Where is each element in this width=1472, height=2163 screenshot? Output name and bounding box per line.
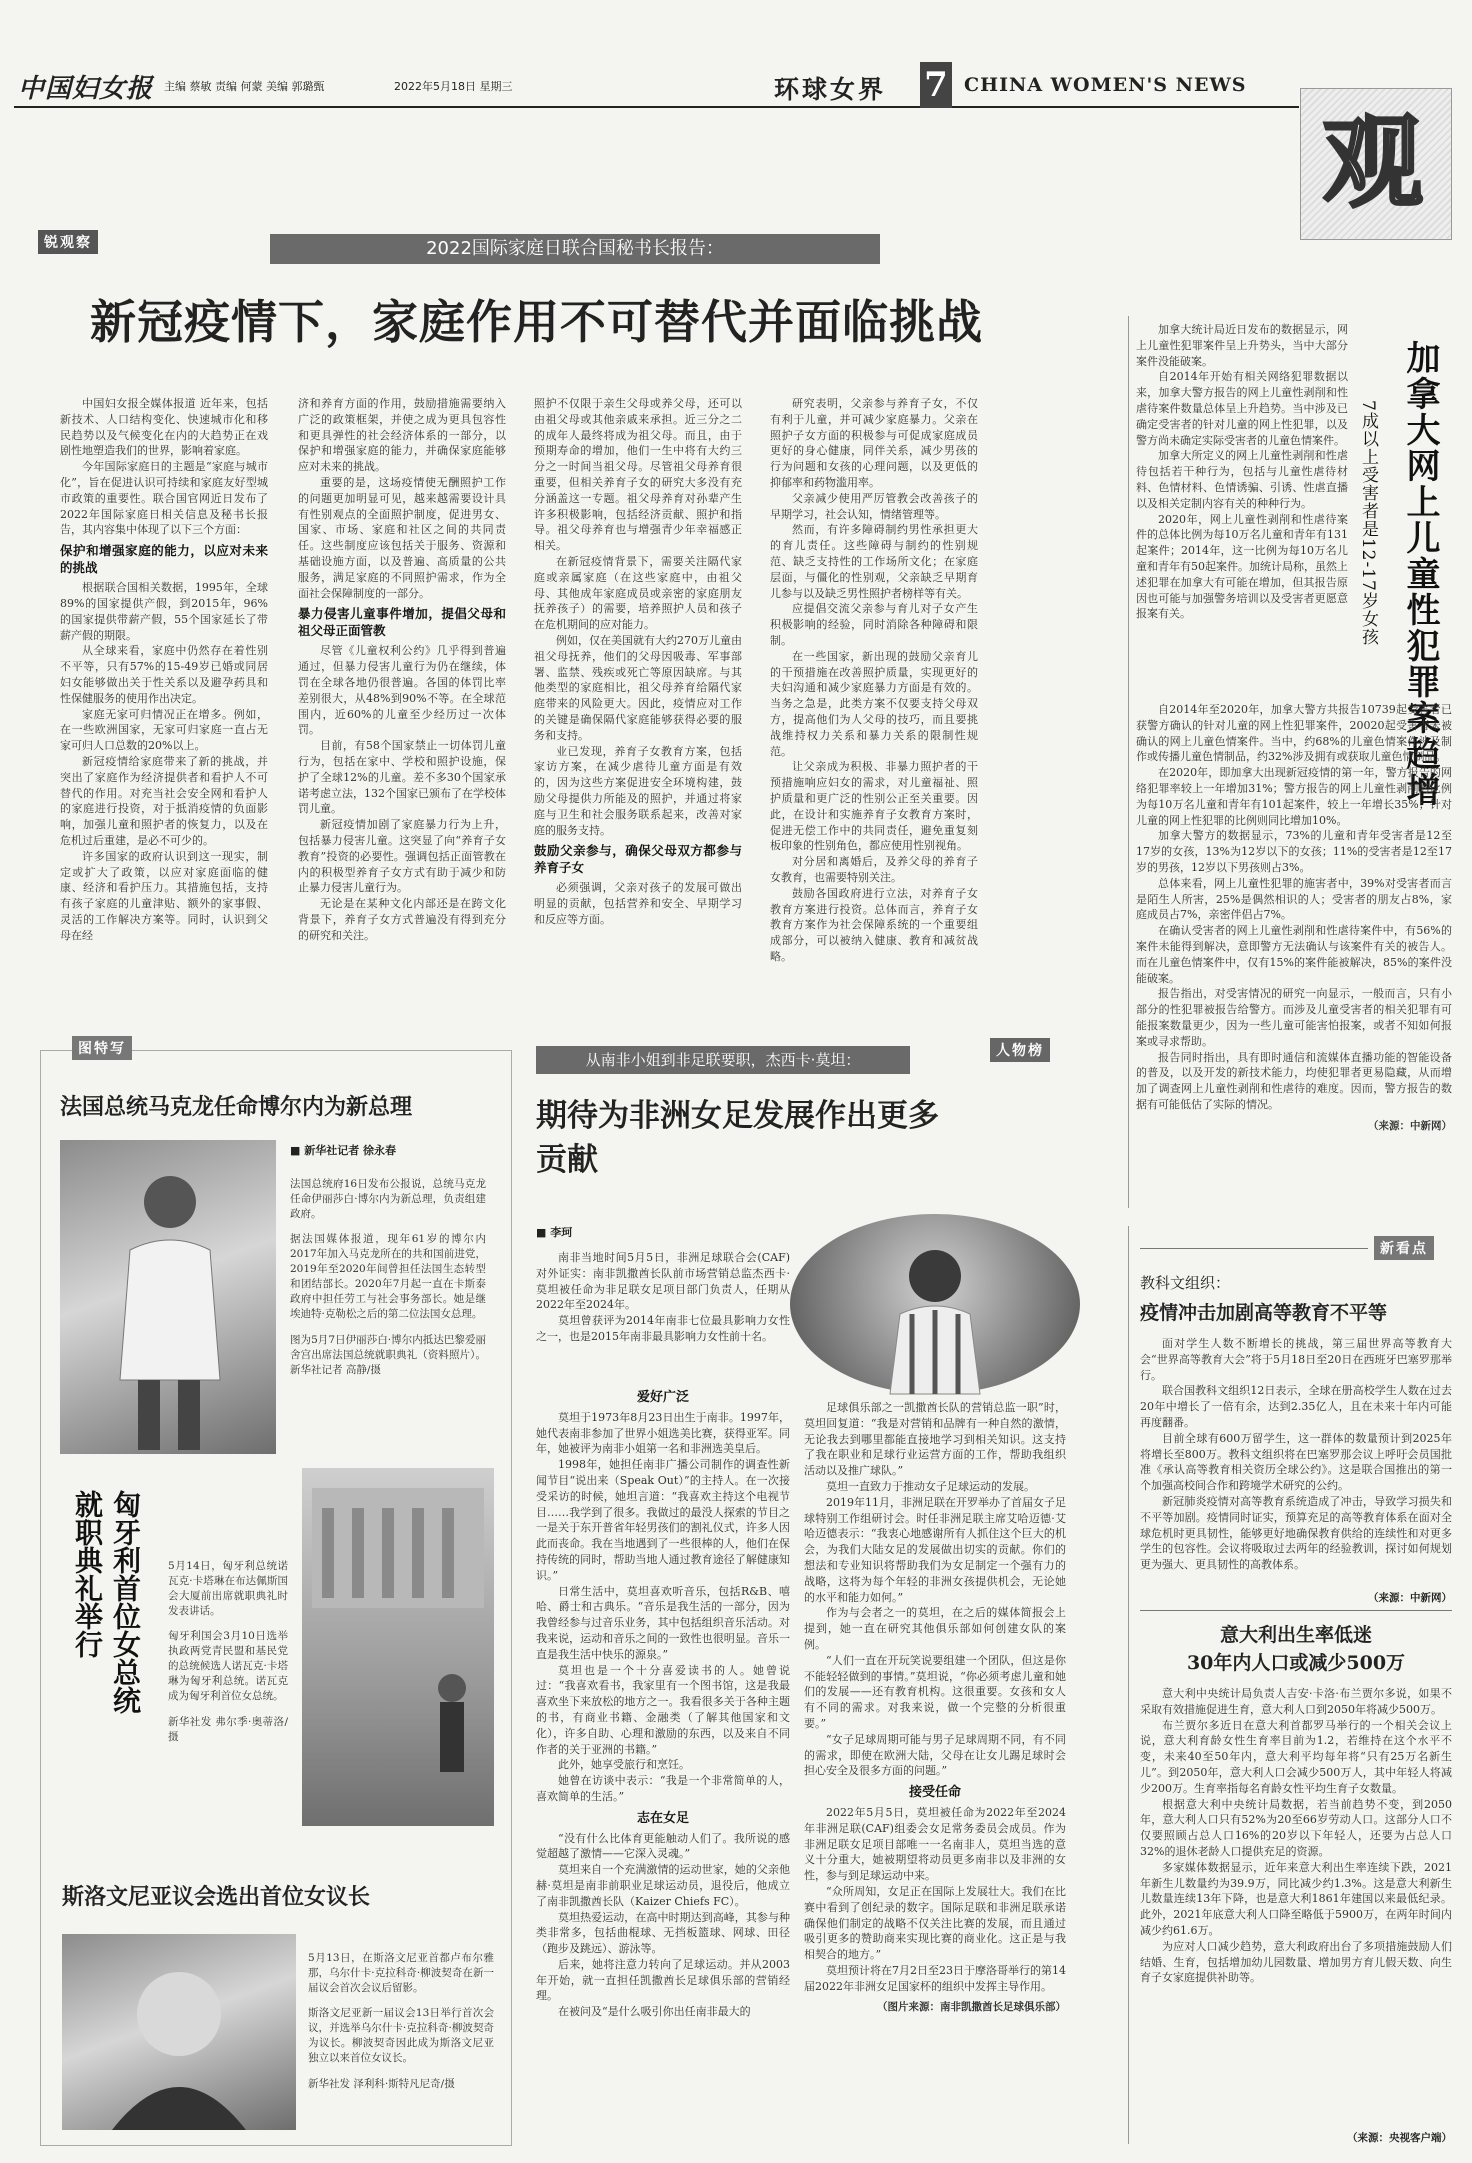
- paragraph: 加拿大统计局近日发布的数据显示，网上儿童性犯罪案件呈上升势头，当中大部分案件没能破案。: [1136, 323, 1348, 368]
- education-source: （来源：中新网）: [1368, 1592, 1452, 1604]
- paragraph: 后来，她将注意力转向了足球运动。并从2003年开始，就一直担任凯撒酋长足球俱乐部的营销经理。: [536, 1957, 790, 2003]
- paragraph: 目前，有58个国家禁止一切体罚儿童行为，包括在家中、学校和照护设施，保护了全球12%的儿童。差不多30个国家承诺考虑立法，132个国家已颁布了在学校体罚儿童。: [298, 739, 506, 816]
- paragraph: 她曾在访谈中表示：“我是一个非常简单的人，喜欢简单的生活。”: [536, 1774, 790, 1803]
- paragraph: 中国妇女报全媒体报道 近年来，包括新技术、人口结构变化、快速城市化和移民趋势以及气候变化在内的大趋势正在戏剧性地塑造我们的世界，影响着家庭。: [60, 397, 268, 458]
- paragraph: 总体来看，网上儿童性犯罪的施害者中，39%对受害者而言是陌生人所害，25%是偶然相识的人；受害者的朋友占8%，家庭成员占7%，亲密伴侣占7%。: [1136, 876, 1452, 922]
- section-subheading: 接受任命: [908, 1785, 961, 1801]
- france-title: 法国总统马克龙任命博尔内为新总理: [60, 1094, 413, 1120]
- section-name: 环球女界: [774, 75, 887, 104]
- person-silhouette-icon: [60, 1140, 276, 1454]
- paragraph: 5月13日，在斯洛文尼亚首都卢布尔雅那，乌尔什卡·克拉科奇·柳波契奇在新一届议会首次会议后留影。: [308, 1951, 494, 1994]
- nigeria-kicker-bar: [536, 1046, 910, 1074]
- italy-title-1: 意大利出生率低迷: [1219, 1624, 1372, 1646]
- paragraph: 必须强调，父亲对孩子的发展可做出明显的贡献，包括营养和安全、早期学习和反应等方面。: [534, 881, 742, 926]
- canada-body-top: [1136, 322, 1348, 702]
- paragraph: 法国总统府16日发布公报说，总统马克龙任命伊丽莎白·博尔内为新总理，负责组建政府。: [290, 1177, 486, 1220]
- hungary-photo: [302, 1468, 494, 1826]
- nigeria-col-b: [804, 1400, 1066, 2144]
- paragraph: “众所周知，女足正在国际上发展壮大。我们在比赛中看到了创纪录的数字。国际足联和非洲足联承诺确保他们制定的战略不仅关注比赛的发展，而且通过吸引更多的赞助商来实现比赛的商业化。这正是与我相契合的地方。”: [804, 1884, 1066, 1962]
- paragraph: 莫坦一直致力于推动女子足球运动的发展。: [826, 1479, 1035, 1493]
- paragraph: 图为5月7日伊丽莎白·博尔内抵达巴黎爱丽舍宫出席法国总统就职典礼（资料照片）。 新华社记者 高静/摄: [290, 1333, 486, 1376]
- right-lower-divider: [1128, 1226, 1129, 2144]
- paragraph: 莫坦也是一个十分喜爱读书的人。她曾说过：“我喜欢看书，我家里有一个图书馆，这是我最喜欢坐下来放松的地方之一。我看很多关于各种主题的书，有商业书籍、金融类（了解其他国家和文化），许多自助、心理和激励的东西，以及来自不同作者的关于亚洲的书籍。”: [536, 1663, 790, 1756]
- paragraph: 加拿大所定义的网上儿童性剥削和性虐待包括若干种行为，包括与儿童性虐待材料、色情材料、色情诱骗、引诱、性虐直播以及相关定制内容有关的种种行为。: [1136, 449, 1348, 510]
- paragraph: 莫坦预计将在7月2日至23日于摩洛哥举行的第14届2022年非洲女足国家杯的组织中发挥主导作用。: [804, 1963, 1066, 1993]
- masthead-underline: [14, 106, 1299, 108]
- paragraph: 日常生活中，莫坦喜欢听音乐，包括R&B、嘻哈、爵士和古典乐。“音乐是我生活的一部分，因为我曾经参与过音乐业务，其中包括组织音乐活动。对我来说，运动和音乐之间的一致性也很明显。音乐一直是我生活中快乐的源泉。”: [536, 1584, 790, 1661]
- paragraph: 2020年，网上儿童性剥削和性虐待案件的总体比例为每10万名儿童和青年有131起案件；2014年，这一比例为每10万名儿童和青年有50起案件。加统计局称，虽然上述犯罪在加拿大有可能在增加，但其报告原因也可能与加强警务培训以及受害者更愿意报案有关。: [1136, 512, 1348, 621]
- paragraph: 斯洛文尼亚新一届议会13日举行首次会议，并选举乌尔什卡·克拉科奇·柳波契奇为议长。柳波契奇因此成为斯洛文尼亚独立以来首位女议长。: [308, 2007, 494, 2064]
- education-title: 疫情冲击加剧高等教育不平等: [1140, 1302, 1388, 1324]
- paragraph: 在新冠疫情背景下，需要关注隔代家庭或亲属家庭（在这些家庭中，由祖父母、其他成年家庭成员或亲密的家庭朋友抚养孩子）的需要，培养照护人员和孩子在危机期间的应对能力。: [534, 554, 742, 632]
- paragraph: 父亲减少使用严厉管教会改善孩子的早期学习，社会认知，情绪管理等。: [770, 491, 978, 521]
- lead-kicker-bar: [270, 234, 880, 264]
- paragraph: 莫坦曾获评为2014年南非七位最具影响力女性之一，也是2015年南非最具影响力女性前十名。: [536, 1314, 790, 1343]
- italy-source: （来源：央视客户端）: [1347, 2132, 1452, 2144]
- paragraph: 2019年11月，非洲足联在开罗举办了首届女子足球特别工作组研讨会。时任非洲足联主席艾哈迈德·艾哈迈德表示：“我衷心地感谢所有人抓住这个巨大的机会，为我们大陆女足的发展做出切实的贡献。你们的想法和专业知识将帮助我们为女足制定一个强有力的战略，这将为每个年轻的非洲女孩提供机会，无论她的水平和能力如何。”: [804, 1495, 1066, 1604]
- paragraph: 新华社发 弗尔季·奥蒂洛/摄: [168, 1715, 288, 1743]
- paragraph: 1998年，她担任南非广播公司制作的调查性新闻节目“说出来（Speak Out）”的主持人。在一次接受采访的时候，她坦言道：“我喜欢主持这个电视节目……我学到了很多。我做过的最没人探索的节目之一是关于东开普省年轻男孩们的割礼仪式，许多人因此而丧命。我在当地遇到了一些很棒的人，他们在保持传统的同时，帮助当地人通过教育途径了解健康知识。”: [536, 1458, 790, 1582]
- paragraph: 作为与会者之一的莫坦，在之后的媒体简报会上提到，她一直在研究其他俱乐部如何创建女队的案例。: [804, 1606, 1066, 1651]
- italy-title-2: 30年内人口或减少500万: [1186, 1652, 1406, 1674]
- lead-col-3: [534, 396, 742, 956]
- paragraph: 研究表明，父亲参与养育子女，不仅有利于儿童，并可减少家庭暴力。父亲在照护子女方面的积极参与可促成家庭成员更好的身心健康，同伴关系，减少男孩的行为问题和女孩的心理问题，以及更低的抑郁率和药物滥用率。: [770, 397, 978, 489]
- france-tag: 图特写: [72, 1036, 132, 1060]
- italy-body: [1140, 1686, 1452, 2122]
- paragraph: 南非当地时间5月5日，非洲足球联合会(CAF)对外证实：南非凯撒酋长队前市场营销总监杰西卡·莫坦被任命为非足联女足项目部门负责人，任期从2022年至2024年。: [536, 1251, 790, 1312]
- france-body: [290, 1166, 486, 1466]
- paragraph: 照护不仅限于亲生父母或养父母，还可以由祖父母或其他亲戚来承担。近三分之二的成年人最终将成为祖父母。而且，由于预期寿命的增加，他们一生中将有大约三分之一时间当祖父母。尽管祖父母养育很重要，但相关养育子女的研究大多没有充分涵盖这一专题。祖父母养育对孙辈产生许多积极影响，包括经济贡献、照护和指导。祖父母养育也与增强青少年幸福感正相关。: [534, 397, 742, 553]
- paragraph: 布兰贾尔多近日在意大利首都罗马举行的一个相关会议上说，意大利育龄女性生育率目前为1.2，若维持在这个水平不变，未来40至50年内，意大利平均每年将“只有25万名新生儿”。到2050年，意大利人口会减少500万人，其中年轻人将减少200万。生育率指每名育龄女性平均生育子女数量。: [1140, 1718, 1452, 1795]
- paragraph: “没有什么比体育更能触动人们了。我所说的感觉超越了激情——它深入灵魂。”: [536, 1831, 790, 1861]
- paragraph: 匈牙利国会3月10日选举执政两党青民盟和基民党的总统候选人诺瓦克·卡塔琳为匈牙利总统。诺瓦克成为匈牙利首位女总统。: [168, 1630, 288, 1702]
- nigeria-col-a: [536, 1384, 790, 2144]
- paragraph: 莫坦来自一个充满激情的运动世家，她的父亲他赫·莫坦是南非前职业足球运动员，退役后，他成立了南非凯撒酋长队（Kaizer Chiefs FC）。: [536, 1863, 790, 1908]
- staff-line: 主编 蔡敏 责编 何蒙 美编 郭璐甄: [164, 80, 325, 93]
- lead-col-1: [60, 396, 268, 956]
- slovenia-title: 斯洛文尼亚议会选出首位女议长: [62, 1884, 371, 1910]
- paragraph: 足球俱乐部之一凯撒酋长队的营销总监一职”时，莫坦回复道：“我是对营销和品牌有一种自然的激情，无论我去到哪里都能直接地学习到相关知识。这支持了我在职业和足球行业运营方面的工作，帮助我组织活动以及推广球队。”: [804, 1401, 1066, 1478]
- education-rule: [1140, 1248, 1368, 1249]
- paragraph: 莫坦热爱运动，在高中时期达到高峰，其参与种类非常多，包括曲棍球、无挡板篮球、网球、田径（跑步及跳远）、游泳等。: [536, 1910, 790, 1956]
- paragraph: 无论是在某种文化内部还是在跨文化背景下，养育子女方式普遍没有得到充分的研究和关注。: [298, 897, 506, 942]
- nigeria-byline: ■ 李珂: [536, 1226, 573, 1239]
- portrait-icon: [62, 1934, 296, 2130]
- paragraph: 新冠疫情给家庭带来了新的挑战，并突出了家庭作为经济提供者和看护人不可替代的作用。对充当社会安全网和看护人的家庭进行投资，对于抵消疫情的负面影响，加强儿童和照护者的恢复力，以及在危机过后重建，是必不可少的。: [60, 754, 268, 847]
- section-subheading: 爱好广泛: [636, 1390, 689, 1405]
- paragraph: “女子足球周期可能与男子足球周期不同，有不同的需求，即使在欧洲大陆，父母在让女儿踢足球时会担心安全及很多方面的问题。”: [804, 1732, 1066, 1778]
- paragraph: 加拿大警方的数据显示，73%的儿童和青年受害者是12至17岁的女孩，13%为12岁以下的女孩；11%的受害者是12至17岁的男孩，12岁以下男孩则占3%。: [1136, 829, 1452, 874]
- slovenia-body: [308, 1940, 494, 2140]
- paragraph: 为应对人口减少趋势，意大利政府出台了多项措施鼓励人们结婚、生育，包括增加幼儿园数量、增加男方育儿假天数、向生育子女家庭提供补助等。: [1140, 1939, 1452, 1985]
- paragraph: 新冠疫情加剧了家庭暴力行为上升，包括暴力侵害儿童。这突显了向“养育子女教育”投资的必要性。强调包括正面管教在内的积极型养育子女方式有助于减少和防止暴力侵害儿童行为。: [298, 818, 506, 895]
- education-body: [1140, 1336, 1452, 1576]
- lead-col-2: [298, 396, 506, 956]
- column-badge-char: 观: [1323, 103, 1423, 221]
- woman-portrait-icon: [790, 1214, 1080, 1394]
- building-icon: [302, 1468, 494, 1826]
- lead-kicker: 2022国际家庭日联合国秘书长报告：: [426, 238, 724, 259]
- canada-divider: [1128, 316, 1129, 1208]
- education-tag: 新看点: [1374, 1236, 1434, 1260]
- paragraph: 家庭无家可归情况正在增多。例如，在一些欧洲国家，无家可归家庭一直占无家可归人口总数的20%以上。: [60, 707, 268, 753]
- paragraph: 意大利中央统计局负责人吉安·卡洛·布兰贾尔多说，如果不采取有效措施促进生育，意大利人口到2050年将减少500万。: [1140, 1687, 1452, 1716]
- newspaper-logo: 中国妇女报: [18, 74, 154, 104]
- paragraph: 济和养育方面的作用，鼓励措施需要纳入广泛的政策框架，并使之成为更具包容性和更具弹性的社会经济体系的一部分，以保护和增强家庭的能力，并确保家庭能够应对未来的挑战。: [298, 397, 506, 474]
- masthead: [14, 62, 1458, 126]
- nigeria-intro: [536, 1250, 790, 1370]
- nigeria-photo: [790, 1214, 1080, 1394]
- paragraph: 今年国际家庭日的主题是“家庭与城市化”，旨在促进认识可持续和家庭友好型城市政策的重要性。联合国官网近日发布了2022年国际家庭日相关信息及秘书长报告，其内容集中体现了以下三个方面：: [60, 460, 268, 537]
- paragraph: 根据意大利中央统计局数据，若当前趋势不变，到2050年，意大利人口只有52%为20至66岁劳动人口。这部分人口不仅要照顾占总人口16%的20岁以下年轻人，还要为占总人口32%的退休老龄人口提供充足的资源。: [1140, 1797, 1452, 1858]
- paragraph: 莫坦于1973年8月23日出生于南非。1997年，她代表南非参加了世界小姐选美比赛，获得亚军。同年，她被评为南非小姐第一名和非洲选美皇后。: [536, 1410, 790, 1456]
- paragraph: 根据联合国相关数据，1995年，全球89%的国家提供产假，到2015年，96%的国家提供带薪产假，55个国家延长了带薪产假的期限。: [60, 581, 268, 642]
- italy-rule: [1140, 1610, 1452, 1611]
- nigeria-headline: 期待为非洲女足发展作出更多贡献: [536, 1098, 939, 1178]
- paragraph: 此外，她享受旅行和烹饪。: [558, 1758, 690, 1772]
- nigeria-kicker: 从南非小姐到非足联要职，杰西卡·莫坦：: [585, 1051, 861, 1069]
- paragraph: 在一些国家，新出现的鼓励父亲育儿的干预措施在改善照护质量，实现更好的夫妇沟通和减少家庭暴力方面是有效的。当务之急是，此类方案不仅要支持父母双方，提高他们为人父母的技巧，而且要挑战维持权力关系和暴力关系的限制性规范。: [770, 649, 978, 758]
- paragraph: 新华社发 泽利科·斯特凡尼奇/摄: [308, 2077, 455, 2090]
- paragraph: 从全球来看，家庭中仍然存在着性别不平等，只有57%的15-49岁已婚或同居妇女能够做出关于性关系以及避孕药具和性保健服务的使用作出决定。: [60, 644, 268, 705]
- page-number: 7: [920, 62, 952, 108]
- column-badge: [1300, 88, 1452, 240]
- subheading: 鼓励父亲参与，确保父母双方都参与养育子女: [534, 843, 742, 876]
- france-byline: ■ 新华社记者 徐永春: [290, 1144, 397, 1157]
- paragraph: 报告指出，对受害情况的研究一向显示，一般而言，只有小部分的性犯罪被报告给警方。而涉及儿童受害者的相关犯罪有可能报案数量更少，因为一些儿童可能害怕报案，或者不知如何报案或寻求帮助。: [1136, 987, 1452, 1048]
- nigeria-tag: 人物榜: [990, 1038, 1050, 1062]
- paragraph: 自2014年至2020年，加拿大警方共报告10739起受害者已获警方确认的针对儿童的网上性犯罪案件，20020起受害者未被确认的网上儿童色情案件。当中，约68%的儿童色情案件涉及制作或传播儿童色情制品，约32%涉及拥有或获取儿童色情制品。: [1136, 703, 1452, 764]
- subheading: 保护和增强家庭的能力，以应对未来的挑战: [60, 543, 268, 576]
- paragraph: 新冠肺炎疫情对高等教育系统造成了冲击，导致学习损失和不平等加剧。疫情同时证实，预算充足的高等教育体系在面对全球危机时更具韧性，能够更好地确保教育供给的连续性和对更多学生的包容性。会议将吸取过去两年的经验教训，探讨如何规划更为强大、更具韧性的高教体系。: [1140, 1494, 1452, 1572]
- canada-title: 加拿大网上儿童性犯罪案趋增: [1400, 340, 1440, 808]
- section-subheading: 志在女足: [636, 1810, 689, 1826]
- paragraph: 面对学生人数不断增长的挑战，第三届世界高等教育大会“世界高等教育大会”将于5月18日至20日在西班牙巴塞罗那举行。: [1140, 1337, 1452, 1382]
- paragraph: 许多国家的政府认识到这一现实，制定或扩大了政策，以应对家庭面临的健康、经济和看护压力。其措施包括，支持有孩子家庭的儿童津贴、额外的家事假、灵活的工作解决方案等。同时，认识到父母在经: [60, 849, 268, 942]
- paragraph: 尽管《儿童权利公约》几乎得到普遍通过，但暴力侵害儿童行为仍在继续，体罚在全球各地仍很普遍。各国的体罚比率差别很大，从48%到90%不等。在全球范围内，近60%的儿童至少经历过一次体罚。: [298, 644, 506, 737]
- paragraph: 业已发现，养育子女教育方案，包括家访方案，在减少虐待儿童方面是有效的，因为这些方案促进安全环境构建，鼓励父母提供力所能及的照护，并通过将家庭与卫生和社会服务联系起来，改善对家庭的服务支持。: [534, 744, 742, 837]
- education-kicker: 教科文组织：: [1140, 1274, 1231, 1292]
- paragraph: “人们一直在开玩笑说要组建一个团队，但这是你不能轻轻做到的事情。”莫坦说，“你必须考虑儿童和她们的发展——还有教育机构。这很重要。女孩和女人有不同的需求。对我来说，做一个完整的分析很重要。”: [804, 1653, 1066, 1730]
- paragraph: 重要的是，这场疫情使无酬照护工作的问题更加明显可见，越来越需要设计具有性别观点的全面照护制度，促进男女、国家、市场、家庭和社区之间的共同责任。这些制度应该包括关于服务、资源和基础设施方面，以及普遍、高质量的公共服务，满足家庭的不同照护需求，作为全面社会保障制度的一部分。: [298, 475, 506, 600]
- paragraph: 多家媒体数据显示，近年来意大利出生率连续下跌，2021年新生儿数量约为39.9万，同比减少约1.3%。这是意大利新生儿数量连续13年下降，也是意大利1861年建国以来最低纪录。此外，2021年底意大利人口降至略低于5900万，在两年时间内减少约61.6万。: [1140, 1860, 1452, 1937]
- lead-headline: 新冠疫情下，家庭作用不可替代并面临挑战: [90, 295, 983, 349]
- paragraph: 在2020年，即加拿大出现新冠疫情的第一年，警方报告的网络犯罪率较上一年增加31%；警方报告的网上儿童性剥削的比例为每10万名儿童和青年有101起案件，较上一年增长35%；针对儿童的网上性犯罪的比例则同比增加10%。: [1136, 766, 1452, 827]
- issue-date: 2022年5月18日 星期三: [394, 80, 513, 93]
- france-photo: [60, 1140, 276, 1454]
- slovenia-photo: [62, 1934, 296, 2130]
- paragraph: 2022年5月5日，莫坦被任命为2022年至2024年非洲足联(CAF)组委会女足常务委员会成员。作为非洲足联女足项目部唯一一名南非人，莫坦当选的意义十分重大，她被期望将动员更多南非以及非洲的女性，参与到足球运动中来。: [804, 1805, 1066, 1883]
- paragraph: 鼓励各国政府进行立法，对养育子女教育方案进行投资。总体而言，养育子女教育方案作为社会保障系统的一个重要组成部分，可以被纳入健康、教育和减贫战略。: [770, 886, 978, 963]
- paragraph: 让父亲成为积极、非暴力照护者的干预措施响应妇女的需求，对儿童福祉、照护质量和更广泛的性别公正至关重要。因此，在设计和实施养育子女教育方案时，促进无偿工作中的共同责任，避免重复刻板印象的性别角色，都应使用性别视角。: [770, 760, 978, 853]
- paragraph: 目前全球有600万留学生，这一群体的数量预计到2025年将增长至800万。教科文组织将在巴塞罗那会议上呼吁会员国批准《承认高等教育相关资历全球公约》。这是联合国推出的第一个加强高校间合作和跨境学术研究的公约。: [1140, 1431, 1452, 1493]
- paragraph: 联合国教科文组织12日表示，全球在册高校学生人数在过去20年中增长了一倍有余，达到2.35亿人，且在未来十年内可能再度翻番。: [1140, 1384, 1452, 1429]
- paragraph: 5月14日，匈牙利总统诺瓦克·卡塔琳在布达佩斯国会大厦前出席就职典礼时发表讲话。: [168, 1559, 288, 1617]
- article-source: （来源：中新网）: [1368, 1119, 1452, 1132]
- paragraph: 自2014年开始有相关网络犯罪数据以来，加拿大警方报告的网上儿童性剥削和性虐待案件数量总体呈上升趋势。当中涉及已确定受害者的针对儿童的网上性犯罪，以及警方尚未确定实际受害者的儿童色情案件。: [1136, 370, 1348, 447]
- hungary-body: [168, 1548, 288, 1808]
- article-source: （图片来源：南非凯撒酋长足球俱乐部）: [877, 2001, 1066, 2014]
- subheading: 暴力侵害儿童事件增加，提倡父母和祖父母正面管教: [298, 606, 506, 639]
- lead-tag: 锐观察: [38, 230, 98, 254]
- paragraph: 例如，仅在美国就有大约270万儿童由祖父母抚养，他们的父母因吸毒、军事部署、监禁、残疾或死亡等原因缺席。与其他类型的家庭相比，祖父母养育给隔代家庭带来的风险更大。因此，疫情应对工作的关键是确保隔代家庭能够获得必要的服务和支持。: [534, 633, 742, 742]
- canada-body-bottom: [1136, 702, 1452, 1196]
- paragraph: 报告同时指出，具有即时通信和流媒体直播功能的智能设备的普及，以及开发的新技术能力，均使犯罪者更易隐藏，从而增加了调查网上儿童性剥削和性虐待的难度。因而，警方报告的数据有可能低估了实际的情况。: [1136, 1050, 1452, 1111]
- paragraph: 应提倡交流父亲参与育儿对子女产生积极影响的经验，同时消除各种障碍和限制。: [770, 602, 978, 647]
- lead-col-4: [770, 396, 978, 963]
- paragraph: 对分居和离婚后，及养父母的养育子女教育，也需要特别关注。: [770, 855, 978, 884]
- paragraph: 然而，有许多障碍制约男性承担更大的育儿责任。这些障碍与制约的性别规范、缺乏支持性的工作场所文化；在家庭层面，与僵化的性别观，父亲缺乏早期育儿参与以及缺乏男性照护者榜样等有关。: [770, 523, 978, 600]
- paragraph: 在确认受害者的网上儿童性剥削和性虐待案件中，有56%的案件未能得到解决，意即警方无法确认与该案件有关的被告人。而在儿童色情案件中，仅有15%的案件能被解决，85%的案件没能破案。: [1136, 924, 1452, 985]
- paragraph: 在被问及“是什么吸引你出任南非最大的: [558, 2005, 751, 2019]
- hungary-title: 匈牙利首位女总统就职典礼举行: [71, 1490, 142, 1714]
- canada-subtitle: 7成以上受害者是12-17岁女孩: [1358, 400, 1378, 646]
- paragraph: 据法国媒体报道，现年61岁的博尔内2017年加入马克龙所在的共和国前进党，2019年至2020年间曾担任法国生态转型和团结部长。2020年7月起一直在卡斯泰政府中担任劳工与社会事务部长。她是继埃迪特·克勒松之后的第二位法国女总理。: [290, 1233, 486, 1320]
- english-name: CHINA WOMEN'S NEWS: [964, 74, 1247, 96]
